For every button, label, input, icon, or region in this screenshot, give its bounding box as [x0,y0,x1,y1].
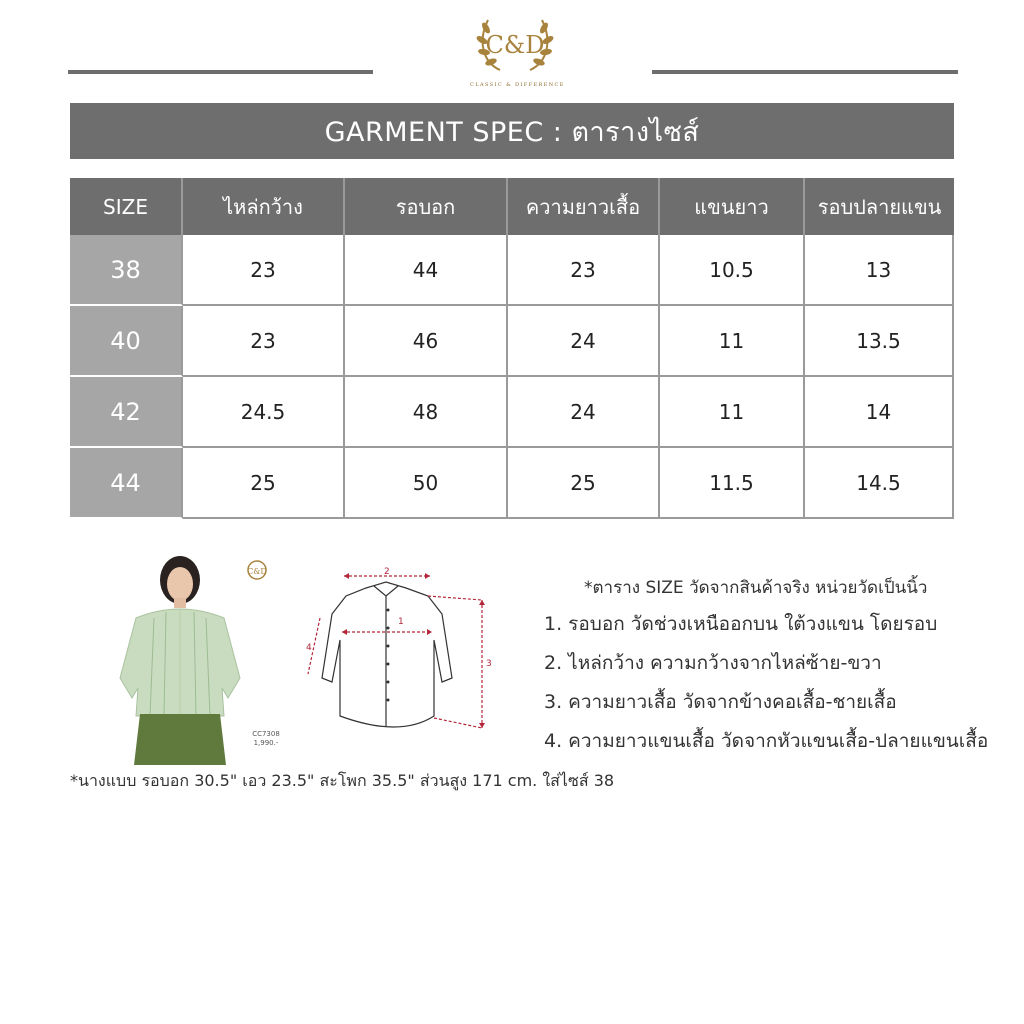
table-cell: 13 [805,235,954,306]
table-cell: 10.5 [660,235,805,306]
size-table [70,178,954,519]
product-photo [70,548,287,765]
model-measurements: *นางแบบ รอบอก 30.5" เอว 23.5" สะโพก 35.5" ส่วนสูง 171 cm. ใส่ไซส์ 38 [70,771,615,790]
table-cell: 48 [345,377,508,448]
header-rule-left [68,70,373,74]
diagram-label-1: 1 [398,617,404,627]
table-cell: 25 [508,448,660,519]
table-header-row [70,178,954,235]
table-cell: 23 [183,306,345,377]
brand-tagline: CLASSIC & DIFFERENCE [470,82,565,88]
header-length: ความยาวเสื้อ [508,178,660,235]
header-chest: รอบอก [345,178,508,235]
svg-text:C&D: C&D [247,567,267,576]
table-row [70,235,954,306]
table-cell: 23 [508,235,660,306]
table-cell: 13.5 [805,306,954,377]
product-price: 1,990.- [253,739,279,747]
measurement-diagram [302,566,498,742]
header-sleeve: แขนยาว [660,178,805,235]
header-cuff: รอบปลายแขน [805,178,954,235]
size-cell: 42 [70,377,183,448]
table-cell: 14.5 [805,448,954,519]
table-cell: 11 [660,377,805,448]
table-cell: 11 [660,306,805,377]
shirt-outline-icon [322,582,452,727]
face-shape [167,567,193,601]
table-cell: 24.5 [183,377,345,448]
table-cell: 46 [345,306,508,377]
svg-text:C&D: C&D [485,31,545,59]
mini-logo-icon [247,561,267,579]
product-code: CC7308 [252,730,280,738]
table-row [70,306,954,377]
diagram-label-2: 2 [384,567,390,577]
note-item-3: 3. ความยาวเสื้อ วัดจากข้างคอเสื้อ-ชายเสื้อ [544,691,897,713]
table-cell: 25 [183,448,345,519]
measurement-notes [540,574,1010,765]
header-shoulder: ไหล่กว้าง [183,178,345,235]
header-size: SIZE [70,178,183,235]
diagram-label-4: 4 [306,643,312,653]
page-title: GARMENT SPEC : ตารางไซส์ [70,103,954,159]
brand-logo [470,6,565,90]
size-cell: 44 [70,448,183,519]
size-cell: 40 [70,306,183,377]
header-rule-right [652,70,958,74]
note-item-1: 1. รอบอก วัดช่วงเหนืออกบน ใต้วงแขน โดยรอบ [544,613,938,635]
table-cell: 23 [183,235,345,306]
table-cell: 14 [805,377,954,448]
note-item-2: 2. ไหล่กว้าง ความกว้างจากไหล่ซ้าย-ขวา [544,652,882,674]
laurel-monogram-icon [470,6,560,80]
size-cell: 38 [70,235,183,306]
table-cell: 50 [345,448,508,519]
table-cell: 44 [345,235,508,306]
note-item-4: 4. ความยาวแขนเสื้อ วัดจากหัวแขนเสื้อ-ปลายแขนเสื้อ [544,730,989,752]
table-cell: 24 [508,377,660,448]
table-cell: 24 [508,306,660,377]
table-cell: 11.5 [660,448,805,519]
table-row [70,377,954,448]
table-row [70,448,954,519]
diagram-label-3: 3 [486,659,492,669]
notes-heading: *ตาราง SIZE วัดจากสินค้าจริง หน่วยวัดเป็นนิ้ว [584,578,928,598]
pants-shape [134,714,226,765]
